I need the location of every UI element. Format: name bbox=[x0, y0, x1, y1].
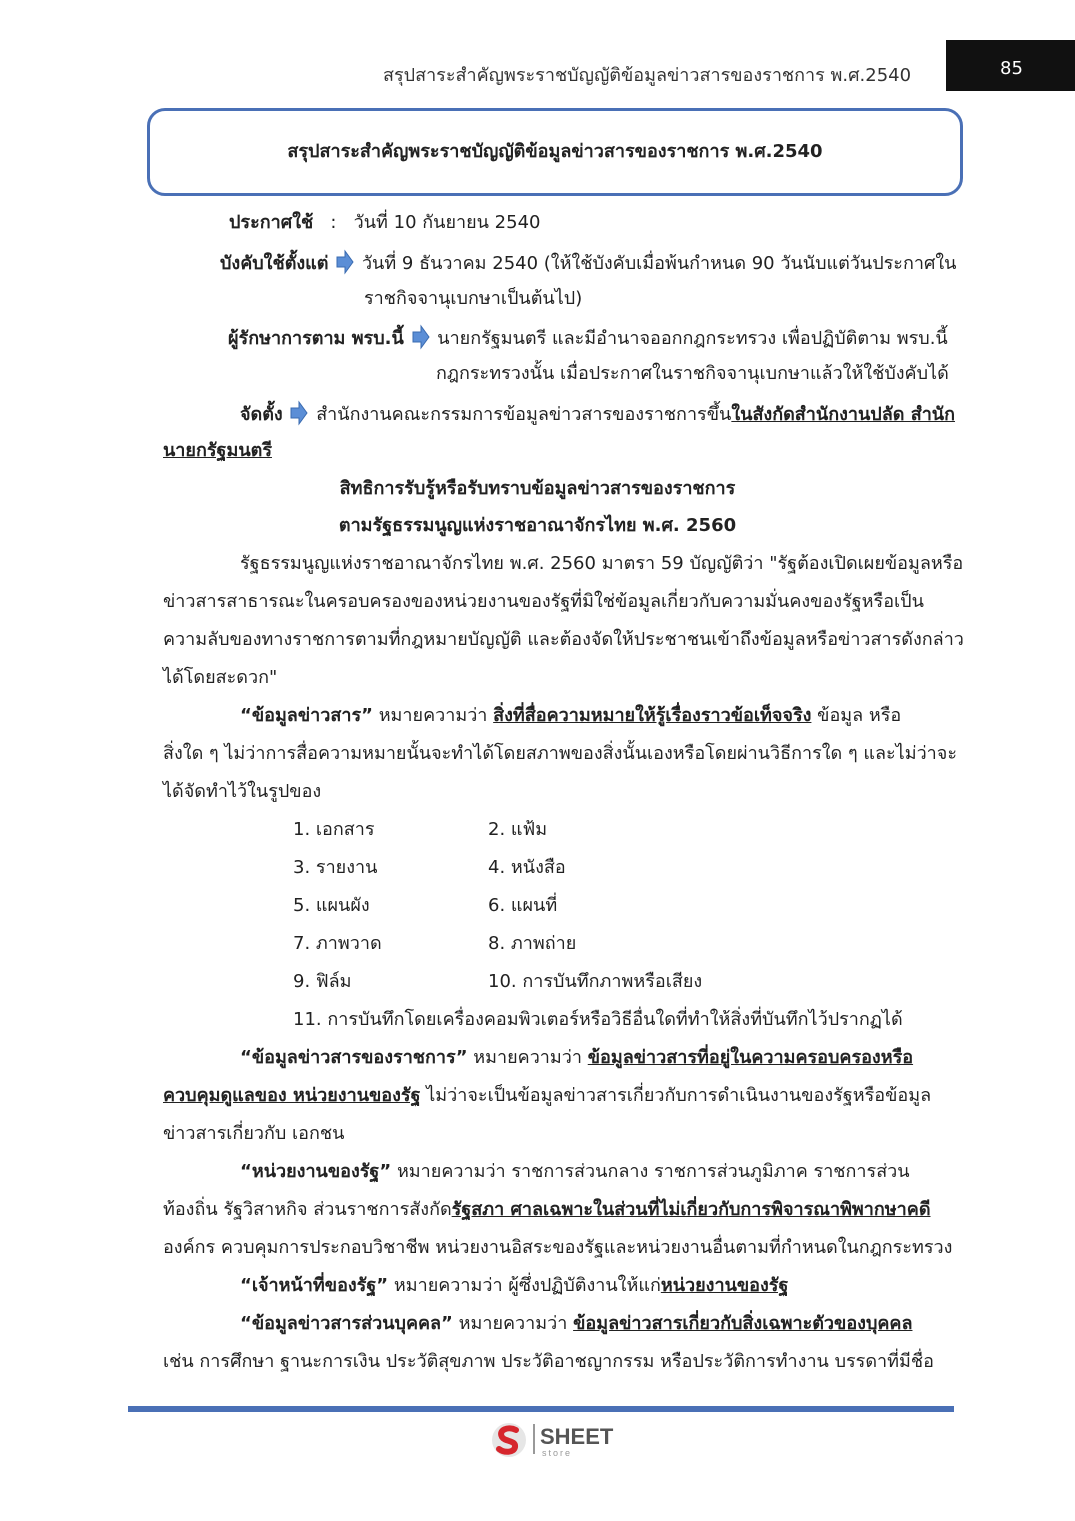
def-agency-line2u: รัฐสภา ศาลเฉพาะในส่วนที่ไม่เกี่ยวกับการพิจารณาพิพากษาคดี bbox=[451, 1199, 931, 1220]
keeper-row bbox=[228, 324, 948, 351]
def-personal-means: หมายความว่า bbox=[458, 1313, 568, 1334]
arrow-right-icon bbox=[336, 249, 354, 275]
def-official-means: หมายความว่า bbox=[473, 1047, 582, 1068]
def-official-row bbox=[240, 1046, 913, 1070]
keeper-line2: กฎกระทรวงนั้น เมื่อประกาศในราชกิจจานุเบกษาแล้วให้ใช้บังคับได้ bbox=[436, 363, 949, 384]
page-title: สรุปสาระสำคัญพระราชบัญญัติข้อมูลข่าวสารของราชการ พ.ศ.2540 bbox=[287, 141, 823, 162]
def-info-rest: ข้อมูล หรือ bbox=[817, 705, 902, 726]
established-underlined: ในสังกัดสำนักงานปลัด สำนัก bbox=[731, 404, 956, 425]
def-personal-underlined: ข้อมูลข่าวสารเกี่ยวกับสิ่งเฉพาะตัวของบุคคล bbox=[573, 1313, 913, 1334]
list-item: 1. เอกสาร bbox=[293, 819, 375, 840]
def-info-line2: สิ่งใด ๆ ไม่ว่าการสื่อความหมายนั้นจะทำได้โดยสภาพของสิ่งนั้นเองหรือโดยผ่านวิธีการใด ๆ และไม่ว่าจะ bbox=[163, 743, 957, 764]
effective-line1: วันที่ 9 ธันวาคม 2540 (ให้ใช้บังคับเมื่อพ้นกำหนด 90 วันนับแต่วันประกาศใน bbox=[361, 253, 957, 274]
arrow-right-icon bbox=[290, 400, 308, 426]
def-agency-row2 bbox=[163, 1198, 931, 1222]
def-agency-row bbox=[240, 1160, 910, 1184]
list-item: 4. หนังสือ bbox=[488, 857, 566, 878]
established-line2: นายกรัฐมนตรี bbox=[163, 440, 272, 461]
def-info-line3: ได้จัดทำไว้ในรูปของ bbox=[163, 781, 322, 802]
list-item: 2. แฟ้ม bbox=[488, 819, 548, 840]
def-personal-line2: เช่น การศึกษา ฐานะการเงิน ประวัติสุขภาพ ประวัติอาชญากรรม หรือประวัติการทำงาน บรรดาที่มีชื่อ bbox=[163, 1351, 934, 1372]
constitution-line: ความลับของทางราชการตามที่กฎหมายบัญญัติ และต้องจัดให้ประชาชนเข้าถึงข้อมูลหรือข่าวสารดังกล่าว bbox=[163, 629, 964, 650]
def-official-rest2: ไม่ว่าจะเป็นข้อมูลข่าวสารเกี่ยวกับการดำเนินงานของรัฐหรือข้อมูล bbox=[426, 1085, 932, 1106]
def-info-row bbox=[240, 704, 901, 728]
def-official-underlined2: ควบคุมดูแลของ หน่วยงานของรัฐ bbox=[163, 1085, 421, 1106]
def-officer-term: “เจ้าหน้าที่ของรัฐ” bbox=[240, 1275, 389, 1296]
running-header: สรุปสาระสำคัญพระราชบัญญัติข้อมูลข่าวสารของราชการ พ.ศ.2540 bbox=[383, 65, 912, 86]
constitution-line: ข่าวสารสาธารณะในครอบครองของหน่วยงานของรัฐที่มิใช่ข้อมูลเกี่ยวกับความมั่นคงของรัฐหรือเป็น bbox=[163, 591, 924, 612]
effective-row bbox=[220, 249, 956, 276]
list-item: 7. ภาพวาด bbox=[293, 933, 382, 954]
keeper-line1: นายกรัฐมนตรี และมีอำนาจออกกฎกระทรวง เพื่อปฏิบัติตาม พรบ.นี้ bbox=[437, 328, 948, 349]
sheet-store-logo bbox=[490, 1420, 630, 1460]
list-item: 10. การบันทึกภาพหรือเสียง bbox=[488, 971, 703, 992]
def-info-underlined: สิ่งที่สื่อความหมายให้รู้เรื่องราวข้อเท็จจริง bbox=[493, 705, 812, 726]
def-agency-term: “หน่วยงานของรัฐ” bbox=[240, 1161, 392, 1182]
page-number: 85 bbox=[1000, 58, 1023, 79]
list-item: 9. ฟิล์ม bbox=[293, 971, 352, 992]
arrow-right-icon bbox=[412, 324, 430, 350]
def-official-term: “ข้อมูลข่าวสารของราชการ” bbox=[240, 1047, 468, 1068]
constitution-line: ได้โดยสะดวก" bbox=[163, 667, 278, 688]
def-info-term: “ข้อมูลข่าวสาร” bbox=[240, 705, 373, 726]
section-title-line1: สิทธิการรับรู้หรือรับทราบข้อมูลข่าวสารของราชการ bbox=[339, 478, 736, 499]
def-officer-row bbox=[240, 1274, 788, 1298]
announce-label: ประกาศใช้ bbox=[229, 212, 314, 233]
def-officer-text: หมายความว่า ผู้ซึ่งปฏิบัติงานให้แก่ bbox=[393, 1275, 661, 1296]
def-agency-line1: หมายความว่า ราชการส่วนกลาง ราชการส่วนภูมิภาค ราชการส่วน bbox=[396, 1161, 910, 1182]
section-title-line2: ตามรัฐธรรมนูญแห่งราชอาณาจักรไทย พ.ศ. 2560 bbox=[338, 515, 737, 536]
def-personal-row bbox=[240, 1312, 912, 1336]
announce-row bbox=[229, 211, 541, 235]
established-text: สำนักงานคณะกรรมการข้อมูลข่าวสารของราชการขึ้น bbox=[316, 404, 732, 425]
def-agency-line3: องค์กร ควบคุมการประกอบวิชาชีพ หน่วยงานอิสระของรัฐและหน่วยงานอื่นตามที่กำหนดในกฎกระทรวง bbox=[163, 1237, 953, 1258]
list-item: 6. แผนที่ bbox=[488, 895, 558, 916]
def-official-underlined1: ข้อมูลข่าวสารที่อยู่ในความครอบครองหรือ bbox=[587, 1047, 914, 1068]
def-official-row2 bbox=[163, 1084, 931, 1108]
svg-text:SHEET: SHEET bbox=[540, 1424, 614, 1449]
svg-text:store: store bbox=[542, 1448, 573, 1458]
announce-value: วันที่ 10 กันยายน 2540 bbox=[353, 212, 541, 233]
def-agency-line2a: ท้องถิ่น รัฐวิสาหกิจ ส่วนราชการสังกัด bbox=[163, 1199, 452, 1220]
footer-bar bbox=[128, 1406, 954, 1412]
list-item: 8. ภาพถ่าย bbox=[488, 933, 577, 954]
def-info-means: หมายความว่า bbox=[378, 705, 488, 726]
announce-colon: : bbox=[330, 212, 337, 233]
established-label: จัดตั้ง bbox=[240, 404, 283, 425]
list-item: 3. รายงาน bbox=[293, 857, 378, 878]
constitution-line: รัฐธรรมนูญแห่งราชอาณาจักรไทย พ.ศ. 2560 มาตรา 59 บัญญัติว่า "รัฐต้องเปิดเผยข้อมูลหรือ bbox=[240, 553, 964, 574]
list-item: 11. การบันทึกโดยเครื่องคอมพิวเตอร์หรือวิธีอื่นใดที่ทำให้สิ่งที่บันทึกไว้ปรากฏได้ bbox=[293, 1009, 903, 1030]
logo-icon bbox=[490, 1420, 630, 1460]
def-official-line3: ข่าวสารเกี่ยวกับ เอกชน bbox=[163, 1123, 345, 1144]
list-item: 5. แผนผัง bbox=[293, 895, 370, 916]
def-personal-term: “ข้อมูลข่าวสารส่วนบุคคล” bbox=[240, 1313, 453, 1334]
established-row bbox=[240, 400, 955, 427]
def-officer-underlined: หน่วยงานของรัฐ bbox=[660, 1275, 789, 1296]
keeper-label: ผู้รักษาการตาม พรบ.นี้ bbox=[228, 328, 404, 349]
effective-line2: ราชกิจจานุเบกษาเป็นต้นไป) bbox=[364, 288, 583, 309]
effective-label: บังคับใช้ตั้งแต่ bbox=[220, 253, 329, 274]
